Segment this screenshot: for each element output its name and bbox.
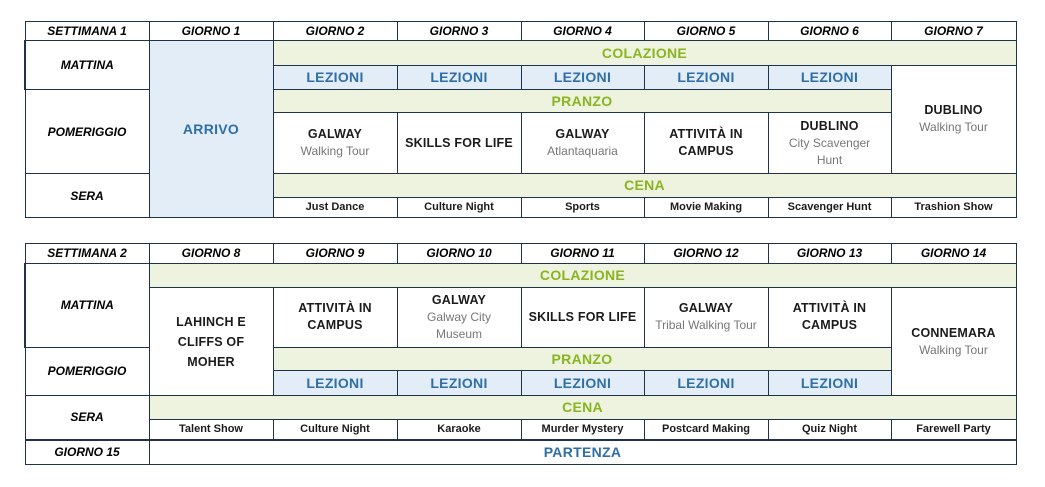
lessons-cell: LEZIONI: [397, 65, 521, 89]
evening-activity: Trashion Show: [891, 197, 1016, 217]
day-header: GIORNO 11: [521, 244, 644, 264]
lessons-cell: LEZIONI: [273, 371, 397, 396]
activity-title: SKILLS FOR LIFE: [405, 135, 513, 150]
day-header: GIORNO 9: [273, 244, 397, 264]
day-header: GIORNO 4: [521, 22, 644, 41]
activity-title: CONNEMARA: [911, 325, 996, 340]
breakfast-band: COLAZIONE: [273, 41, 1016, 65]
morning-activity: [397, 288, 521, 348]
day-header: GIORNO 7: [891, 22, 1016, 41]
lessons-cell: LEZIONI: [273, 65, 397, 89]
activity-subtitle: Atlantaquaria: [547, 144, 618, 159]
evening-activity: Karaoke: [397, 419, 521, 440]
lessons-cell: LEZIONI: [768, 371, 891, 396]
evening-activity: Scavenger Hunt: [768, 197, 891, 217]
lessons-cell: LEZIONI: [521, 371, 644, 396]
row-label-morning: MATTINA: [25, 263, 149, 347]
evening-activity: Culture Night: [397, 197, 521, 217]
activity-title: DUBLINO: [924, 103, 983, 118]
day-header: GIORNO 2: [273, 22, 397, 41]
evening-activity: Culture Night: [273, 419, 397, 440]
activity-title: GALWAY: [678, 301, 734, 316]
week2-label: SETTIMANA 2: [25, 244, 149, 264]
activity-subtitle: Galway City Museum: [426, 309, 491, 341]
activity-title: GALWAY: [307, 127, 363, 142]
week1-label: SETTIMANA 1: [25, 22, 149, 41]
activity-title: ATTIVITÀ IN CAMPUS: [298, 301, 372, 333]
day8-excursion: [149, 288, 273, 396]
day14-activity: [891, 288, 1016, 396]
morning-activity: [521, 288, 644, 348]
week2-schedule-table: [24, 243, 1017, 465]
activity-title: GALWAY: [555, 127, 610, 142]
row-label-afternoon: POMERIGGIO: [25, 90, 149, 174]
afternoon-activity: [397, 113, 521, 174]
evening-activity: Quiz Night: [768, 419, 891, 440]
day7-activity: [891, 65, 1016, 174]
row-label-morning: MATTINA: [25, 41, 149, 90]
activity-subtitle: Tribal Walking Tour: [655, 318, 757, 333]
morning-activity: [273, 288, 397, 348]
evening-activity: Farewell Party: [891, 419, 1016, 440]
dinner-band: CENA: [273, 174, 1016, 197]
lessons-cell: LEZIONI: [768, 65, 891, 89]
activity-title: GALWAY: [431, 292, 487, 307]
day-header: GIORNO 10: [397, 244, 521, 264]
evening-activity: Just Dance: [273, 197, 397, 217]
breakfast-band: COLAZIONE: [149, 263, 1016, 288]
evening-activity: Talent Show: [149, 419, 273, 440]
evening-activity: Murder Mystery: [521, 419, 644, 440]
week1-schedule-table: [24, 21, 1017, 218]
evening-activity: Postcard Making: [644, 419, 768, 440]
afternoon-activity: [768, 113, 891, 174]
activity-subtitle: City Scavenger Hunt: [788, 135, 871, 167]
activity-title: SKILLS FOR LIFE: [528, 309, 637, 324]
lessons-cell: LEZIONI: [521, 65, 644, 89]
arrival-cell: ARRIVO: [149, 41, 273, 218]
activity-title: LAHINCH E CLIFFS OF MOHER: [176, 314, 246, 369]
activity-title: ATTIVITÀ IN CAMPUS: [669, 127, 743, 159]
lessons-cell: LEZIONI: [644, 65, 768, 89]
row-label-evening: SERA: [25, 174, 149, 218]
day-header: GIORNO 5: [644, 22, 768, 41]
day-header: GIORNO 13: [768, 244, 891, 264]
lunch-band: PRANZO: [273, 90, 891, 113]
activity-subtitle: Walking Tour: [919, 120, 988, 135]
evening-activity: Sports: [521, 197, 644, 217]
afternoon-activity: [644, 113, 768, 174]
afternoon-activity: [273, 113, 397, 174]
lessons-cell: LEZIONI: [397, 371, 521, 396]
morning-activity: [644, 288, 768, 348]
day-header: GIORNO 12: [644, 244, 768, 264]
activity-subtitle: Walking Tour: [300, 144, 370, 159]
departure-band: PARTENZA: [149, 440, 1016, 465]
day-header: GIORNO 3: [397, 22, 521, 41]
morning-activity: [768, 288, 891, 348]
day-header: GIORNO 8: [149, 244, 273, 264]
activity-subtitle: Walking Tour: [919, 342, 988, 357]
row-label-evening: SERA: [25, 396, 149, 440]
lessons-cell: LEZIONI: [644, 371, 768, 396]
evening-activity: Movie Making: [644, 197, 768, 217]
row-label-afternoon: POMERIGGIO: [25, 347, 149, 395]
day-header: GIORNO 6: [768, 22, 891, 41]
afternoon-activity: [521, 113, 644, 174]
activity-title: ATTIVITÀ IN CAMPUS: [792, 301, 867, 333]
activity-title: DUBLINO: [800, 118, 859, 133]
day-header: GIORNO 1: [149, 22, 273, 41]
lunch-band: PRANZO: [273, 347, 891, 371]
day-header: GIORNO 14: [891, 244, 1016, 264]
dinner-band: CENA: [149, 396, 1016, 420]
day15-label: GIORNO 15: [25, 440, 149, 465]
